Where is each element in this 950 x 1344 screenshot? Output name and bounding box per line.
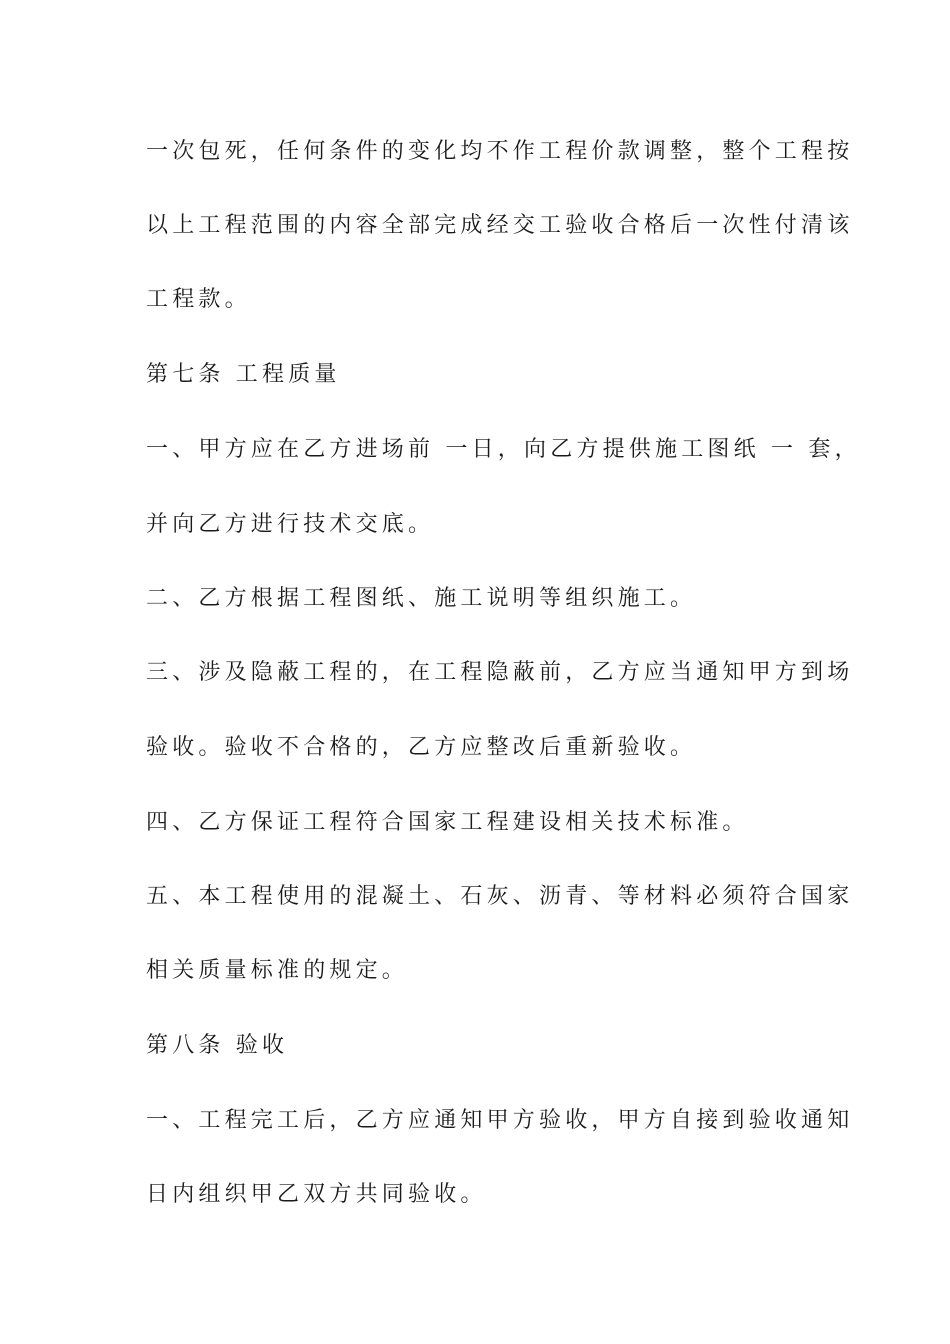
paragraph-line: 四、乙方保证工程符合国家工程建设相关技术标准。 bbox=[146, 810, 749, 835]
paragraph-line: 以上工程范围的内容全部完成经交工验收合格后一次性付清该 bbox=[146, 213, 854, 238]
paragraph-line: 一、工程完工后，乙方应通知甲方验收，甲方自接到验收通知 bbox=[146, 1108, 854, 1133]
paragraph-line: 验收。验收不合格的，乙方应整改后重新验收。 bbox=[146, 735, 697, 760]
paragraph-line: 相关质量标准的规定。 bbox=[146, 958, 409, 983]
section-heading: 第八条 验收 bbox=[146, 1033, 289, 1058]
paragraph-line: 三、涉及隐蔽工程的，在工程隐蔽前，乙方应当通知甲方到场 bbox=[146, 660, 854, 685]
paragraph-line: 一、甲方应在乙方进场前 一日，向乙方提供施工图纸 一 套， bbox=[146, 437, 861, 462]
paragraph-line: 工程款。 bbox=[146, 287, 251, 312]
paragraph-line: 二、乙方根据工程图纸、施工说明等组织施工。 bbox=[146, 586, 697, 611]
section-heading: 第七条 工程质量 bbox=[146, 362, 341, 387]
paragraph-line: 并向乙方进行技术交底。 bbox=[146, 512, 435, 537]
paragraph-line: 一次包死，任何条件的变化均不作工程价款调整，整个工程按 bbox=[146, 139, 854, 164]
paragraph-line: 五、本工程使用的混凝土、石灰、沥青、等材料必须符合国家 bbox=[146, 884, 854, 909]
paragraph-line: 日内组织甲乙双方共同验收。 bbox=[146, 1182, 487, 1207]
